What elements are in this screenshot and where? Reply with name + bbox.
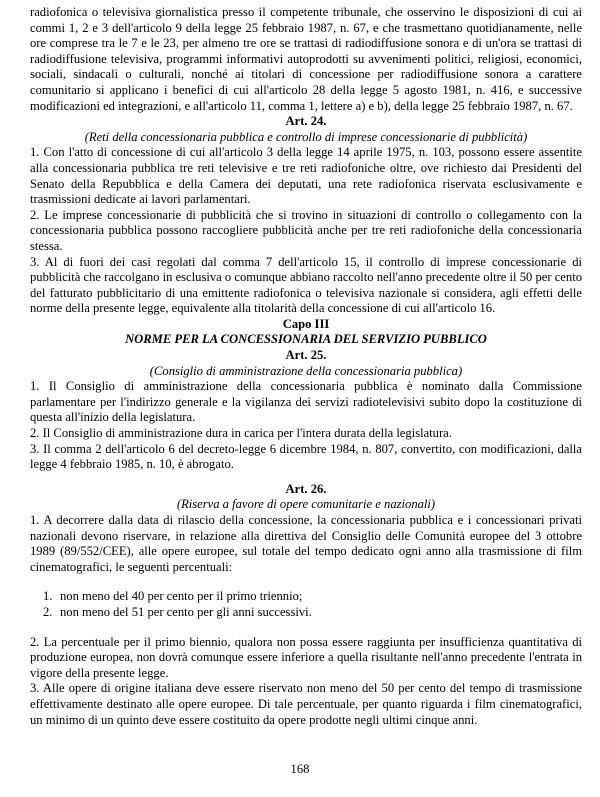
document-page	[30, 0, 582, 728]
art24-paragraph-3: 3. Al di fuori dei casi regolati dal comma 7 dell'articolo 15, il controllo di imprese concessionarie di pubblicità che raccolgano in esclusiva o comunque abbiano raccolto nell'anno precedente oltre il 50 per cento del fatturato pubblicitario di una emittente radiofonica o televisiva nazionale si considera, agli effetti delle norme della presente legge, equivalente alla titolarità della concessione di cui all'articolo 16.	[30, 254, 582, 316]
art25-paragraph-1: 1. Il Consiglio di amministrazione della concessionaria pubblica è nominato dalla Commissione parlamentare per l'indirizzo generale e la vigilanza dei servizi radiotelevisivi subito dopo la costituzione di questa all'inizio della legislatura.	[30, 379, 582, 425]
list-item-text: non meno del 51 per cento per gli anni successivi.	[60, 604, 312, 619]
art24-paragraph-2: 2. Le imprese concessionarie di pubblicità che si trovino in situazioni di controllo o collegamento con la concessionaria pubblica possono raccogliere pubblicità anche per tre reti radiofoniche della concessionaria stessa.	[30, 207, 582, 253]
capo-heading: Capo III	[282, 316, 330, 331]
art26-subtitle: (Riserva a favore di opere comunitarie e nazionali)	[176, 497, 436, 512]
art24-subtitle: (Reti della concessionaria pubblica e controllo di imprese concessionarie di pubblicità)	[84, 129, 528, 144]
page-number: 168	[290, 762, 310, 776]
list-item-number: 2.	[43, 604, 53, 619]
art25-heading: Art. 25.	[285, 348, 327, 363]
art26-paragraph-3: 3. Alle opere di origine italiana deve essere riservato non meno del 50 per cento del tempo di trasmissione effettivamente destinato alle opere europee. Di tale percentuale, per quanto riguarda i film cinematografici, un minimo di un quinto deve essere costituito da opere prodotte negli ultimi cinque anni.	[30, 681, 582, 727]
art25-paragraph-3: 3. Il comma 2 dell'articolo 6 del decreto-legge 6 dicembre 1984, n. 807, convertito, con modificazioni, dalla legge 4 febbraio 1985, n. 10, è abrogato.	[30, 441, 582, 472]
art26-paragraph-2: 2. La percentuale per il primo biennio, qualora non possa essere raggiunta per insufficienza quantitativa di produzione europea, non dovrà comunque essere inferiore a quella risultante nell'anno precedente l'entrata in vigore della presente legge.	[30, 634, 582, 680]
list-item-number: 1.	[43, 589, 53, 604]
list-item-text: non meno del 40 per cento per il primo triennio;	[60, 589, 303, 604]
art25-subtitle: (Consiglio di amministrazione della concessionaria pubblica)	[149, 363, 463, 378]
capo-title: NORME PER LA CONCESSIONARIA DEL SERVIZIO PUBBLICO	[125, 332, 487, 347]
art26-paragraph-1: 1. A decorrere dalla data di rilascio della concessione, la concessionaria pubblica e i concessionari privati nazionali devono riservare, in relazione alla direttiva del Consiglio delle Comunità europee del 3 ottobre 1989 (89/552/CEE), alle opere europee, sul totale del tempo dedicato ogni anno alla trasmissione di film cinematografici, le seguenti percentuali:	[30, 513, 582, 574]
list-item	[43, 605, 582, 621]
art26-heading: Art. 26.	[285, 481, 327, 496]
percentages-list	[30, 589, 582, 620]
art25-paragraph-2: 2. Il Consiglio di amministrazione dura in carica per l'intera durata della legislatura.	[30, 426, 452, 441]
art24-heading: Art. 24.	[285, 114, 327, 129]
art24-paragraph-1: 1. Con l'atto di concessione di cui all'articolo 3 della legge 14 aprile 1975, n. 103, possono essere assentite alla concessionaria pubblica tre reti televisive e tre reti radiofoniche oltre, ove richiesto dai Presidenti del Senato della Repubblica e della Camera dei deputati, una rete radiofonica riservata esclusivamente e trasmissioni dedicate ai lavori parlamentari.	[30, 145, 582, 207]
intro-paragraph: radiofonica o televisiva giornalistica presso il competente tribunale, che osservino le disposizioni di cui ai commi 1, 2 e 3 dell'articolo 9 della legge 25 febbraio 1987, n. 67, e che trasmettano quotidianamente, nelle ore comprese tra le 7 e le 23, per almeno tre ore se trattasi di radiodiffusione sonora e di un'ora se trattasi di radiodiffusione televisiva, programmi informativi autoprodotti su avvenimenti politici, religiosi, economici, sociali, sindacali o culturali, nonché ai titolari di concessione per radiodiffusione sonora a carattere comunitario si applicano i benefici di cui all'articolo 28 della legge 5 agosto 1981, n. 416, e successive modificazioni ed integrazioni, e all'articolo 11, comma 1, lettere a) e b), della legge 25 febbraio 1987, n. 67.	[30, 5, 582, 113]
list-item	[43, 589, 582, 605]
